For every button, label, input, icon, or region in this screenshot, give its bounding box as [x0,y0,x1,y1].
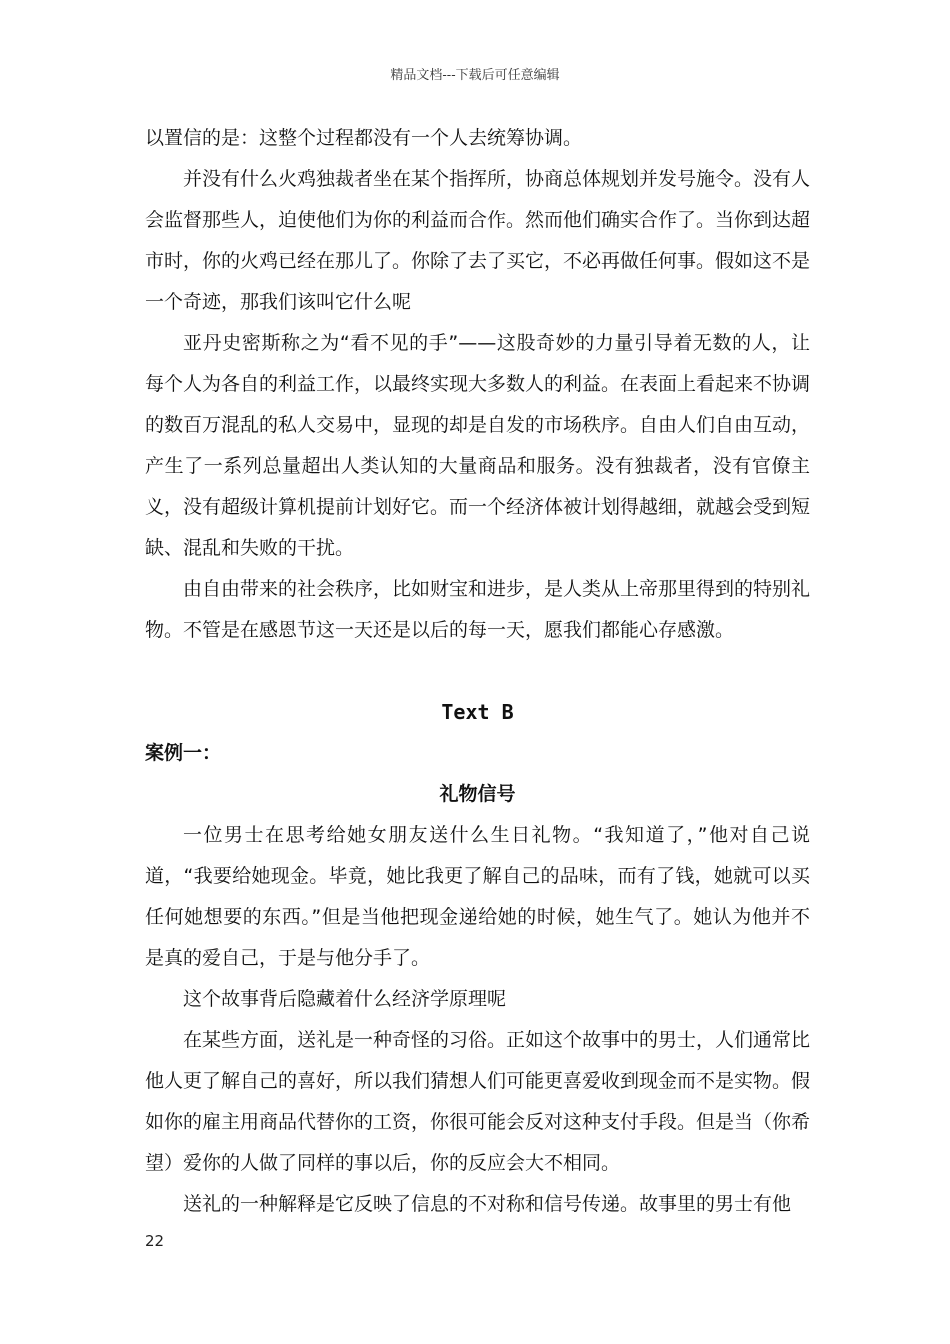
document-body [145,118,810,1225]
paragraph: 在某些方面，送礼是一种奇怪的习俗。正如这个故事中的男士，人们通常比他人更了解自己的喜好，所以我们猜想人们可能更喜爱收到现金而不是实物。假如你的雇主用商品代替你的工资，你很可能会反对这种支付手段。但是当（你希望）爱你的人做了同样的事以后，你的反应会大不相同。 [145,1029,811,1174]
paragraph: 并没有什么火鸡独裁者坐在某个指挥所，协商总体规划并发号施令。没有人会监督那些人，迫使他们为你的利益而合作。然而他们确实合作了。当你到达超市时，你的火鸡已经在那儿了。你除了去了买它，不必再做任何事。假如这不是一个奇迹，那我们该叫它什么呢 [145,168,811,313]
case-label: 案例一： [145,742,222,764]
page-header: 精品文档---下载后可任意编辑 [390,68,560,83]
section-title: Text B [441,700,514,724]
paragraph: 以置信的是：这整个过程都没有一个人去统筹协调。 [145,127,583,149]
section-spacer [145,651,810,692]
paragraph: 由自由带来的社会秩序，比如财宝和进步，是人类从上帝那里得到的特别礼物。不管是在感恩节这一天还是以后的每一天，愿我们都能心存感激。 [145,578,811,641]
paragraph: 一位男士在思考给她女朋友送什么生日礼物。“我知道了，”他对自己说道，“我要给她现金。毕竟，她比我更了解自己的品味，而有了钱，她就可以买任何她想要的东西。”但是当他把现金递给她的时候，她生气了。她认为他并不是真的爱自己，于是与他分手了。 [145,824,810,969]
paragraph: 亚丹史密斯称之为“看不见的手”——这股奇妙的力量引导着无数的人，让每个人为各自的利益工作，以最终实现大多数人的利益。在表面上看起来不协调的数百万混乱的私人交易中，显现的却是自发的市场秩序。自由人们自由互动，产生了一系列总量超出人类认知的大量商品和服务。没有独裁者，没有官僚主义，没有超级计算机提前计划好它。而一个经济体被计划得越细，就越会受到短缺、混乱和失败的干扰。 [145,332,811,559]
paragraph: 这个故事背后隐藏着什么经济学原理呢 [183,988,507,1010]
case-title: 礼物信号 [439,783,516,805]
paragraph: 送礼的一种解释是它反映了信息的不对称和信号传递。故事里的男士有他 [183,1193,792,1215]
page-number: 22 [145,1232,165,1250]
